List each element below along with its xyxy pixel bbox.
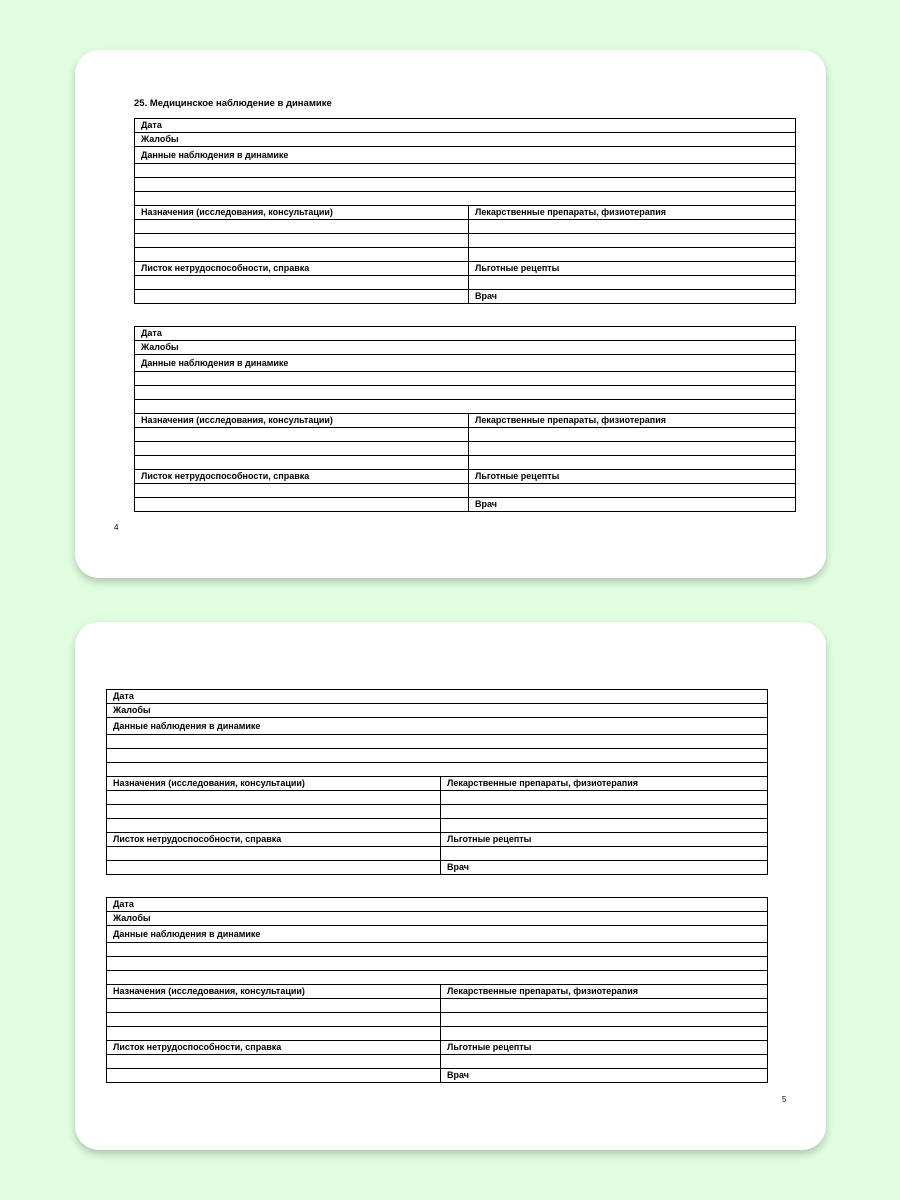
blank-cell (107, 1055, 441, 1069)
section-title: 25. Медицинское наблюдение в динамике (134, 98, 332, 109)
date-label: Дата (107, 690, 768, 704)
blank-line (107, 943, 768, 957)
date-label: Дата (135, 119, 796, 133)
blank-cell (135, 428, 469, 442)
doctor-label: Врач (441, 861, 768, 875)
blank-cell (469, 220, 796, 234)
blank-cell (107, 805, 441, 819)
blank-cell (107, 1013, 441, 1027)
prescriptions-label: Назначения (исследования, консультации) (107, 985, 441, 999)
observation-entry-4 (106, 897, 768, 1083)
medications-label: Лекарственные препараты, физиотерапия (441, 777, 768, 791)
blank-line (107, 763, 768, 777)
benefits-label: Льготные рецепты (469, 470, 796, 484)
prescriptions-label: Назначения (исследования, консультации) (107, 777, 441, 791)
benefits-label: Льготные рецепты (441, 1041, 768, 1055)
blank-cell (135, 220, 469, 234)
blank-cell (441, 819, 768, 833)
blank-cell (441, 1055, 768, 1069)
blank-cell (107, 791, 441, 805)
blank-cell (441, 999, 768, 1013)
blank-line (107, 749, 768, 763)
benefits-label: Льготные рецепты (469, 262, 796, 276)
medications-label: Лекарственные препараты, физиотерапия (441, 985, 768, 999)
blank-line (135, 372, 796, 386)
blank-cell (135, 442, 469, 456)
blank-cell (441, 1013, 768, 1027)
benefits-label: Льготные рецепты (441, 833, 768, 847)
blank-line (107, 971, 768, 985)
sick-leave-label: Листок нетрудоспособности, справка (135, 470, 469, 484)
blank-cell (107, 1027, 441, 1041)
complaints-label: Жалобы (135, 133, 796, 147)
page-5 (75, 622, 826, 1150)
blank-line (135, 178, 796, 192)
blank-cell (469, 456, 796, 470)
blank-cell (107, 1069, 441, 1083)
sick-leave-label: Листок нетрудоспособности, справка (107, 833, 441, 847)
prescriptions-label: Назначения (исследования, консультации) (135, 206, 469, 220)
complaints-label: Жалобы (107, 912, 768, 926)
blank-cell (107, 847, 441, 861)
date-label: Дата (107, 898, 768, 912)
blank-cell (107, 819, 441, 833)
blank-cell (135, 248, 469, 262)
observation-label: Данные наблюдения в динамике (107, 926, 768, 943)
blank-line (135, 386, 796, 400)
sick-leave-label: Листок нетрудоспособности, справка (107, 1041, 441, 1055)
complaints-label: Жалобы (107, 704, 768, 718)
blank-cell (135, 276, 469, 290)
page-number: 5 (782, 1095, 787, 1104)
observation-entry-1 (134, 118, 796, 304)
blank-cell (469, 248, 796, 262)
observation-label: Данные наблюдения в динамике (135, 147, 796, 164)
blank-line (107, 957, 768, 971)
sick-leave-label: Листок нетрудоспособности, справка (135, 262, 469, 276)
blank-cell (469, 484, 796, 498)
page-number: 4 (114, 523, 119, 532)
blank-cell (441, 1027, 768, 1041)
blank-cell (441, 847, 768, 861)
doctor-label: Врач (441, 1069, 768, 1083)
blank-cell (135, 290, 469, 304)
blank-cell (469, 442, 796, 456)
blank-cell (469, 234, 796, 248)
blank-cell (107, 999, 441, 1013)
blank-cell (469, 428, 796, 442)
blank-line (135, 400, 796, 414)
doctor-label: Врач (469, 290, 796, 304)
blank-cell (135, 484, 469, 498)
doctor-label: Врач (469, 498, 796, 512)
blank-cell (135, 498, 469, 512)
prescriptions-label: Назначения (исследования, консультации) (135, 414, 469, 428)
complaints-label: Жалобы (135, 341, 796, 355)
blank-line (107, 735, 768, 749)
blank-line (135, 164, 796, 178)
blank-cell (441, 805, 768, 819)
observation-label: Данные наблюдения в динамике (107, 718, 768, 735)
blank-cell (135, 234, 469, 248)
observation-entry-2 (134, 326, 796, 512)
blank-cell (135, 456, 469, 470)
medications-label: Лекарственные препараты, физиотерапия (469, 414, 796, 428)
medications-label: Лекарственные препараты, физиотерапия (469, 206, 796, 220)
page-4 (75, 50, 826, 578)
blank-line (135, 192, 796, 206)
date-label: Дата (135, 327, 796, 341)
blank-cell (469, 276, 796, 290)
observation-entry-3 (106, 689, 768, 875)
observation-label: Данные наблюдения в динамике (135, 355, 796, 372)
blank-cell (107, 861, 441, 875)
blank-cell (441, 791, 768, 805)
